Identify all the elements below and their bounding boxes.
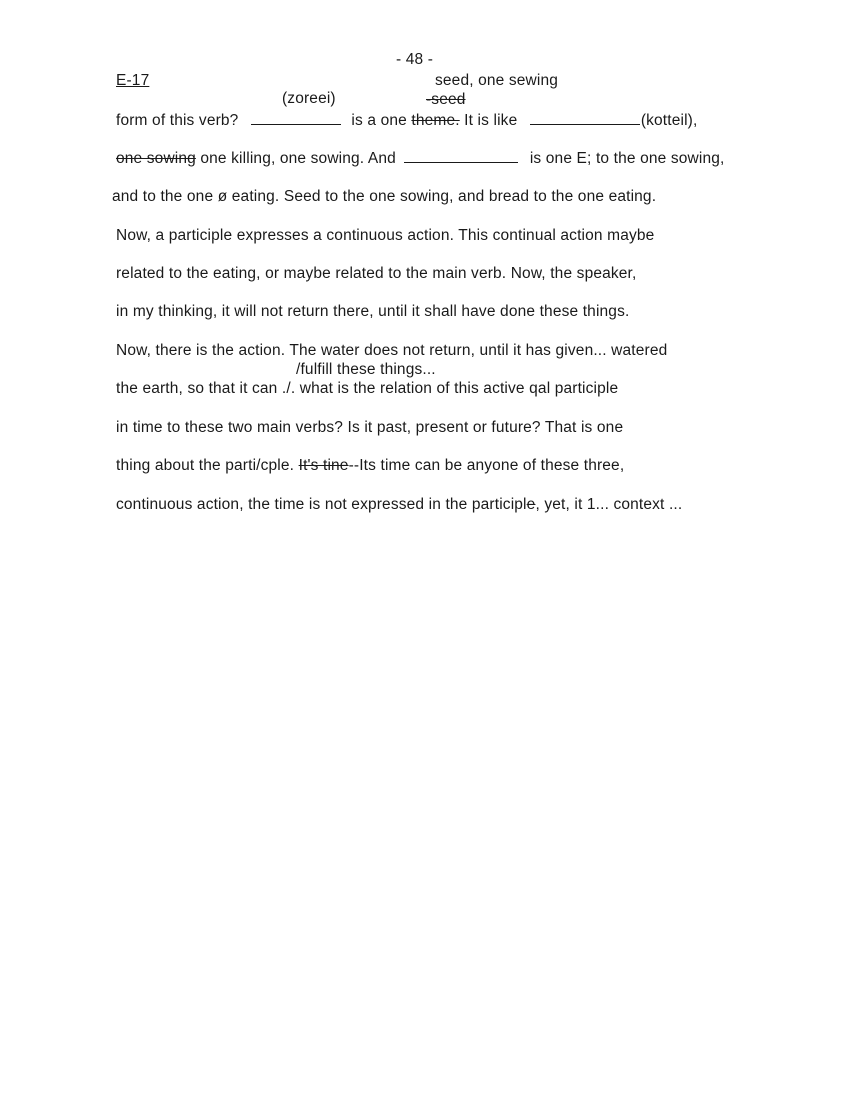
line-9: in time to these two main verbs? Is it past, present or future? That is one	[116, 419, 624, 436]
line-2-text-c: is one E; to the one sowing,	[529, 150, 725, 167]
struck-theme: theme.	[411, 112, 460, 129]
struck-its-tine: It's tine	[298, 457, 349, 474]
line-3	[112, 188, 656, 206]
interlinear-fulfill-text: fulfill these things...	[300, 361, 436, 378]
line-3-text-a: and to the one	[112, 188, 214, 205]
line-11	[116, 496, 682, 514]
line-1-text-c: one	[380, 112, 407, 129]
interlinear-seed-one-sewing: seed, one sewing	[435, 72, 559, 89]
blank-2	[530, 111, 640, 125]
line-7: Now, there is the action. The water does not return, until it has given... watered	[116, 342, 668, 359]
line-4: Now, a participle expresses a continuous action. This continual action maybe	[116, 227, 655, 244]
slash-mark-4: /	[296, 361, 301, 378]
line-8-mark: ./.	[281, 380, 296, 397]
line-11-text-a: continuous action, the time is not expressed in the participl	[116, 496, 527, 513]
slash-mark-5: /	[256, 457, 261, 474]
line-2	[116, 149, 724, 168]
line-6: in my thinking, it will not return there, until it shall have done these things.	[116, 303, 630, 320]
line-1-text-f: (kotteil),	[640, 112, 698, 129]
line-8-text-c: what is the relation of this active qal participle	[299, 380, 619, 397]
line-1	[116, 111, 697, 130]
line-10-text-a: thing about the parti	[116, 457, 257, 474]
line-8	[116, 380, 618, 398]
section-label: E-17	[116, 72, 150, 89]
line-10	[116, 457, 624, 475]
page-number: - 48 -	[396, 51, 434, 68]
struck-one-sowing: one sowing	[116, 150, 196, 167]
slash-mark-2: ø	[217, 188, 228, 205]
line-1-text-e: It is like	[464, 112, 518, 129]
interlinear-zoreei: (zoreei)	[282, 90, 336, 107]
line-1-text-b: is	[351, 112, 363, 129]
line-5-text-a: related to the eating, or ma	[116, 265, 306, 282]
line-10-text-b: cple.	[260, 457, 295, 474]
line-3-text-b: eating. Seed to the one sowing, and bread to the one eating.	[231, 188, 657, 205]
line-8-text-a: the earth, so that it can	[116, 380, 278, 397]
line-5-text-b: be related to the main verb. Now, the speaker,	[313, 265, 637, 282]
line-2-text-b: one killing, one sowing. And	[200, 150, 396, 167]
struck-e: e	[526, 496, 536, 513]
blank-1	[251, 111, 341, 125]
line-1-text-a: form of this verb?	[116, 112, 239, 129]
interlinear-fulfill	[296, 361, 436, 379]
line-10-text-d: --Its time can be anyone of these three,	[348, 457, 625, 474]
interlinear-seed-struck: -seed	[426, 91, 466, 108]
line-5	[116, 265, 636, 283]
slash-mark: a	[367, 112, 377, 129]
line-11-text-c: , yet, it 1... context ...	[535, 496, 683, 513]
blank-3	[404, 149, 518, 163]
slash-mark-3: y	[305, 265, 314, 282]
